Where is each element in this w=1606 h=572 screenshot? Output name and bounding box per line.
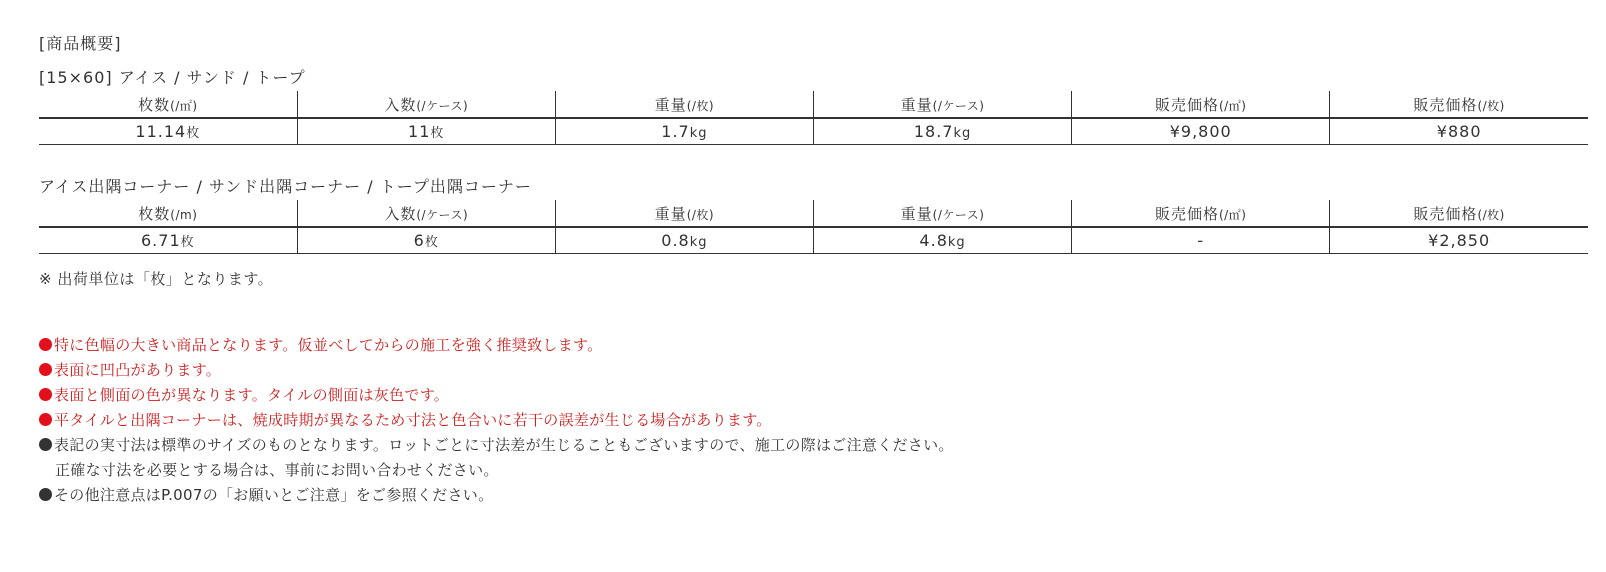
caution-notes (39, 333, 1588, 508)
table-row (39, 118, 1588, 145)
header-cell: 重量(/ケース) (813, 200, 1071, 227)
overview-title: [商品概要] (39, 34, 122, 53)
dark-bullet-icon (39, 488, 52, 501)
note-item: 表記の実寸法は標準のサイズのものとなります。ロットごとに寸法差が生じることもございますので、施工の際はご注意ください。 (39, 433, 1588, 458)
red-bullet-icon (39, 413, 52, 426)
header-cell: 重量(/枚) (555, 200, 813, 227)
header-cell: 重量(/ケース) (813, 91, 1071, 118)
dark-bullet-icon (39, 438, 52, 451)
header-cell: 販売価格(/㎡) (1072, 91, 1330, 118)
spec-table-corner-tiles (39, 200, 1588, 254)
note-item: その他注意点はP.007の「お願いとご注意」をご参照ください。 (39, 483, 1588, 508)
header-cell: 入数(/ケース) (297, 91, 555, 118)
table-cell: 11枚 (297, 118, 555, 145)
table-cell: 4.8kg (813, 227, 1071, 254)
table-header-row (39, 91, 1588, 118)
note-item: 表面に凹凸があります。 (39, 358, 1588, 383)
shipping-unit-note: ※ 出荷単位は「枚」となります。 (39, 270, 274, 288)
header-cell: 販売価格(/㎡) (1072, 200, 1330, 227)
note-item: 特に色幅の大きい商品となります。仮並べしてからの施工を強く推奨致します。 (39, 333, 1588, 358)
table-cell: - (1072, 227, 1330, 254)
spec-table-flat-tiles (39, 91, 1588, 145)
table-cell: 0.8kg (555, 227, 813, 254)
red-bullet-icon (39, 363, 52, 376)
header-cell: 重量(/枚) (555, 91, 813, 118)
table-cell: ¥2,850 (1330, 227, 1588, 254)
note-item: 平タイルと出隅コーナーは、焼成時期が異なるため寸法と色合いに若干の誤差が生じる場合があります。 (39, 408, 1588, 433)
table2-title: アイス出隅コーナー / サンド出隅コーナー / トープ出隅コーナー (39, 177, 532, 196)
header-cell: 枚数(/m) (39, 200, 297, 227)
header-cell: 販売価格(/枚) (1330, 200, 1588, 227)
red-bullet-icon (39, 388, 52, 401)
header-cell: 枚数(/㎡) (39, 91, 297, 118)
table1-title: [15×60] アイス / サンド / トープ (39, 68, 306, 87)
table-cell: 11.14枚 (39, 118, 297, 145)
note-item-continuation: 正確な寸法を必要とする場合は、事前にお問い合わせください。 (55, 461, 499, 479)
table-row (39, 227, 1588, 254)
note-item: 表面と側面の色が異なります。タイルの側面は灰色です。 (39, 383, 1588, 408)
table-cell: ¥9,800 (1072, 118, 1330, 145)
table-cell: ¥880 (1330, 118, 1588, 145)
header-cell: 入数(/ケース) (297, 200, 555, 227)
table-cell: 18.7kg (813, 118, 1071, 145)
header-cell: 販売価格(/枚) (1330, 91, 1588, 118)
table-header-row (39, 200, 1588, 227)
red-bullet-icon (39, 338, 52, 351)
table-cell: 1.7kg (555, 118, 813, 145)
product-overview-page (39, 33, 1588, 508)
table-cell: 6.71枚 (39, 227, 297, 254)
table-cell: 6枚 (297, 227, 555, 254)
